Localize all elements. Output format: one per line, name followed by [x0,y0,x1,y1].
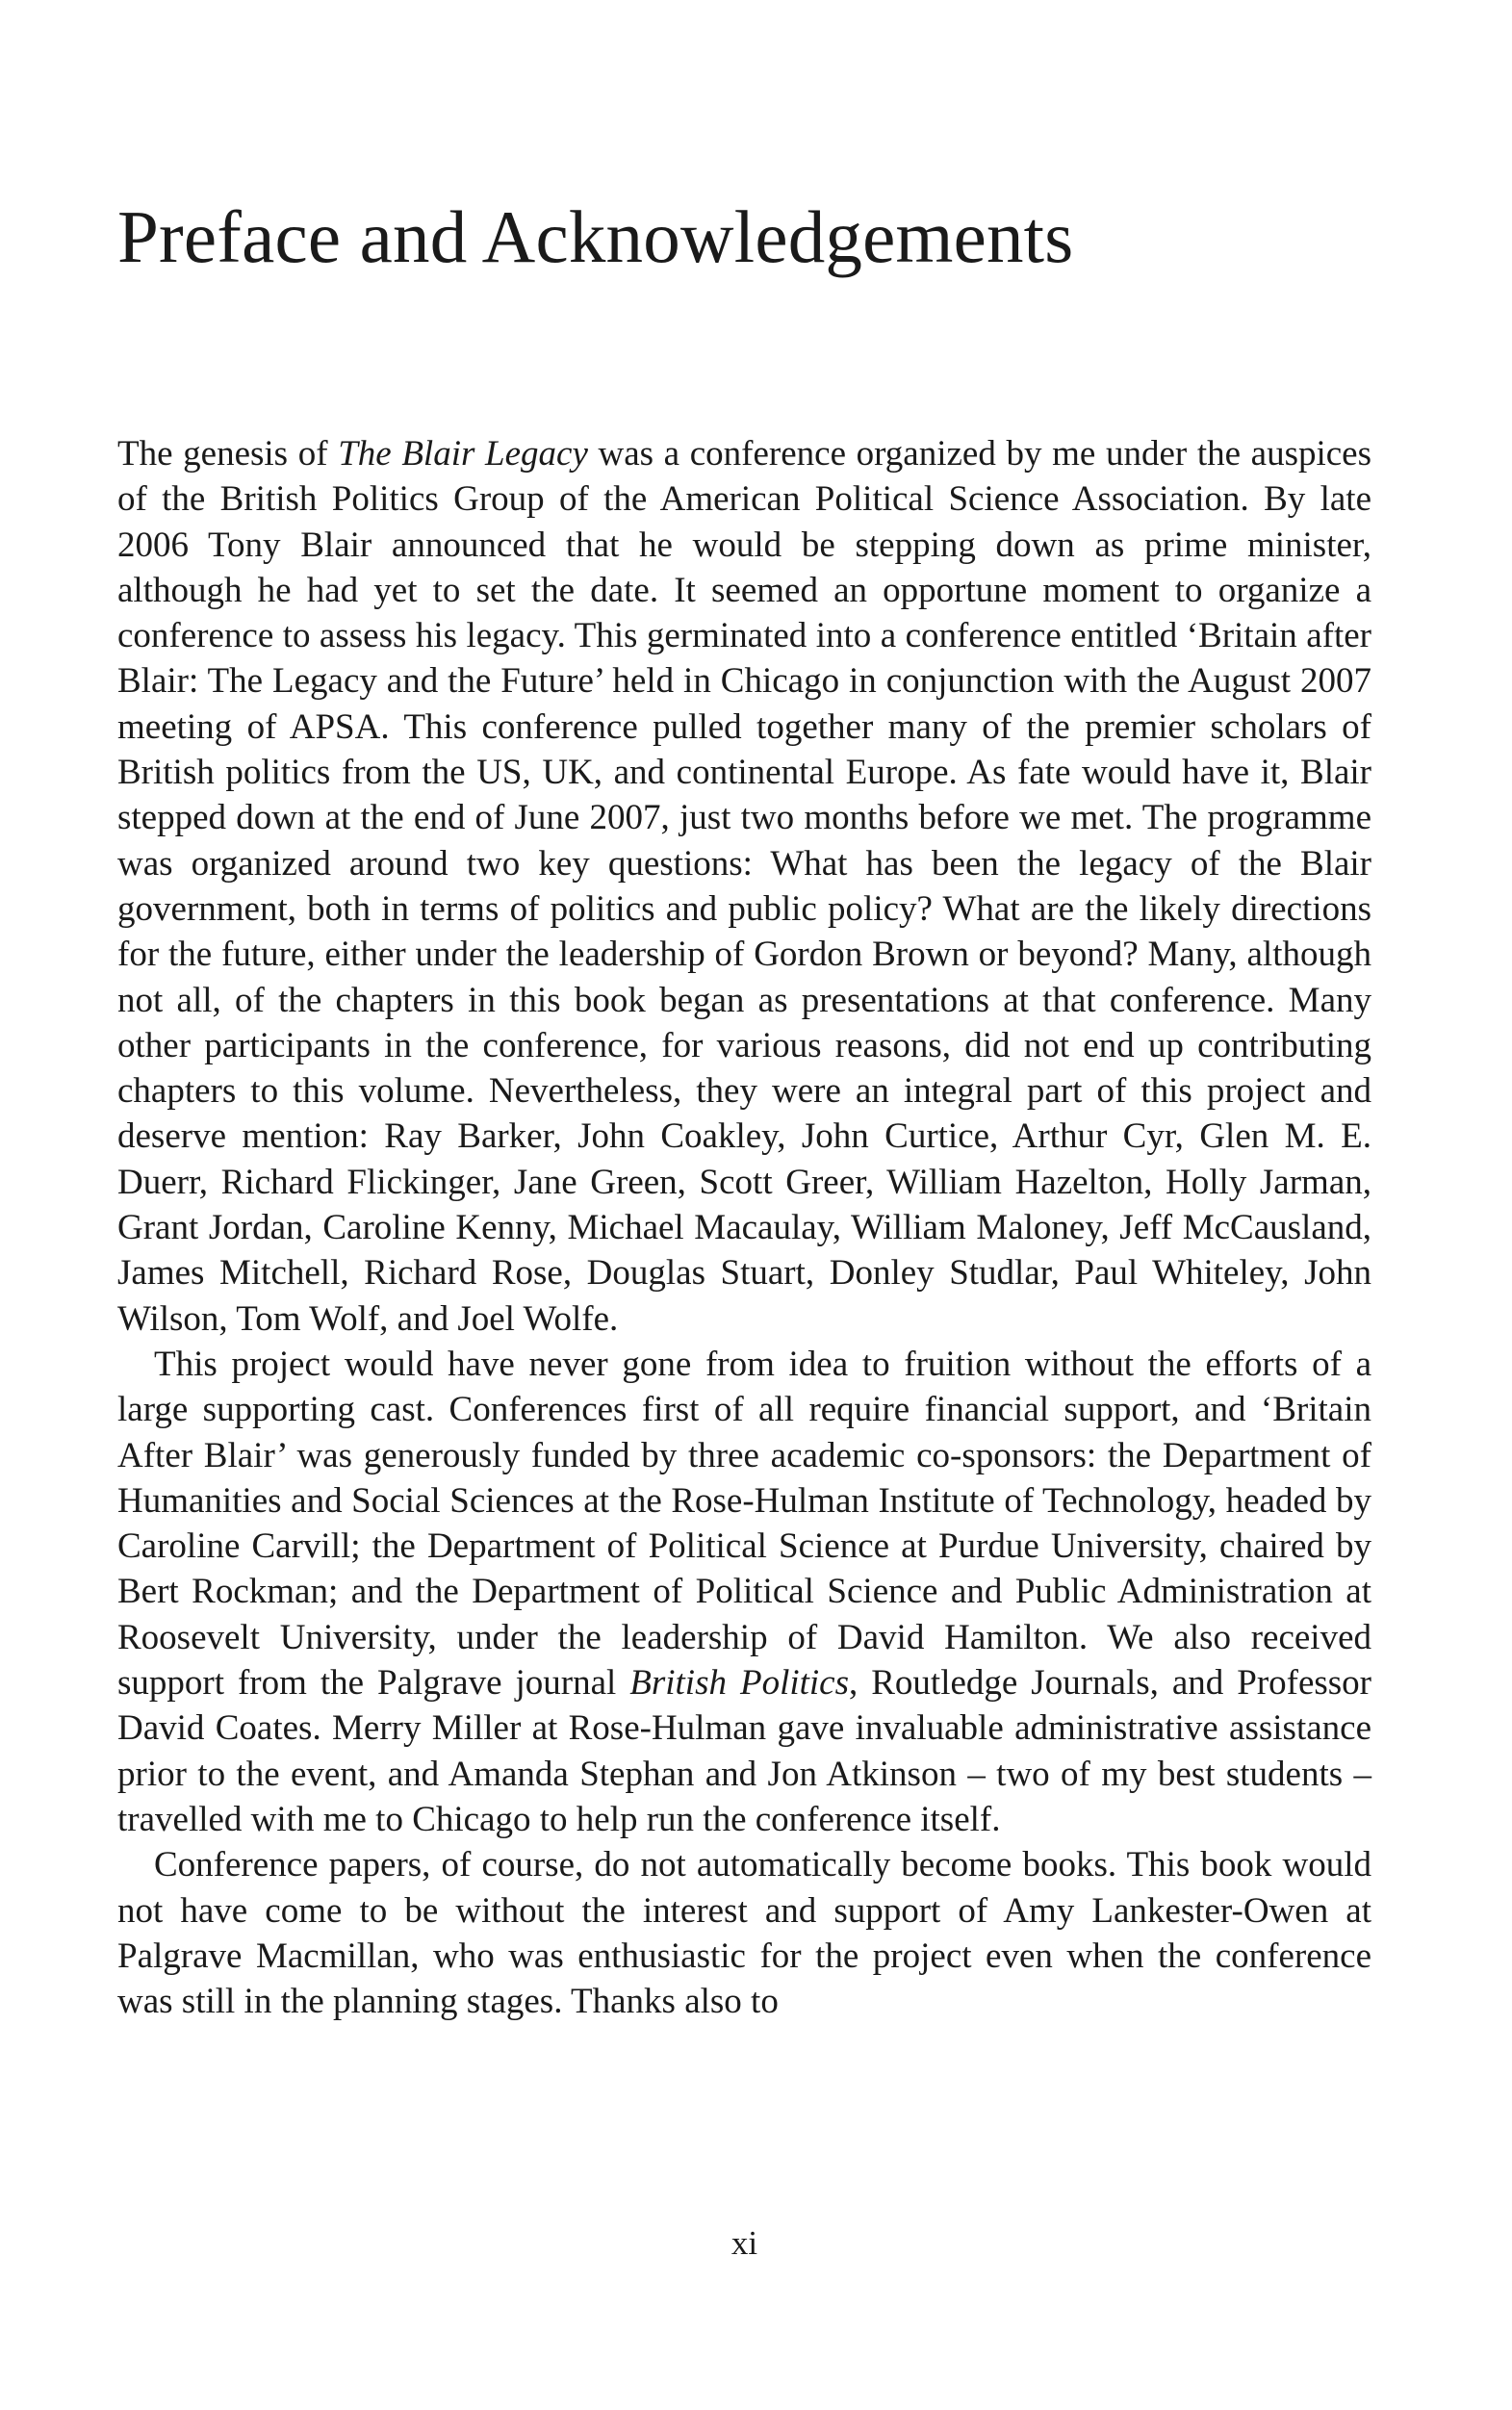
journal-title-italic: British Politics [629,1663,850,1704]
paragraph-1-text: was a conference organized by me under the auspices of the British Politics Group of the American Political Science Association. By late 2006 Tony Blair announced that he would be stepping down as prime minister, although he had yet to set the date. It seemed an opportune moment to organize a conference to assess his legacy. This germinated into a conference entitled ‘Britain after Blair: The Legacy and the Future’ held in Chicago in conjunction with the August 2007 meeting of APSA. This conference pulled together many of the premier scholars of British politics from the US, UK, and continental Europe. As fate would have it, Blair stepped down at the end of June 2007, just two months before we met. The programme was organized around two key questions: What has been the legacy of the Blair government, both in terms of politics and public policy? What are the likely directions for the future, either under the leadership of Gordon Brown or beyond? Many, although not all, of the chapters in this book began as presentations at that conference. Many other participants in the conference, for various reasons, did not end up contributing chapters to this volume. Nevertheless, they were an integral part of this project and deserve mention: Ray Barker, John Coakley, John Curtice, Arthur Cyr, Glen M. E. Duerr, Richard Flickinger, Jane Green, Scott Greer, William Hazelton, Holly Jarman, Grant Jordan, Caroline Kenny, Michael Macaulay, William Maloney, Jeff McCausland, James Mitchell, Richard Rose, Douglas Stuart, Donley Studlar, Paul Whiteley, John Wilson, Tom Wolf, and Joel Wolfe. [117,434,1372,1339]
paragraph-2-lead: This project would have never gone from idea to fruition without the efforts of a large supporting cast. Conferences first of all require financial support, and ‘Britain After Blair’ was generously funded by three academic co-sponsors: the Department of Humanities and Social Sciences at the Rose-Hulman Institute of Technology, headed by Caroline Carvill; the Department of Political Science at Purdue University, chaired by Bert Rockman; and the Department of Political Science and Public Administration at Roosevelt University, under the leadership of David Hamilton. We also received support from the Palgrave journal [117,1344,1371,1704]
paragraph-1-lead: The genesis of [117,434,339,474]
paragraph-3 [117,1842,1371,2024]
paragraph-3-text: Conference papers, of course, do not automatically become books. This book would not have come to be without the interest and support of Amy Lankester-Owen at Palgrave Macmillan, who was enthusiastic for the project even when the conference was still in the planning stages. Thanks also to [117,1845,1371,2022]
page-number: xi [730,2224,758,2262]
page-title: Preface and Acknowledgements [117,195,1074,278]
book-title-italic: The Blair Legacy [338,434,588,474]
paragraph-1 [117,431,1371,1342]
paragraph-2 [117,1342,1371,1842]
paragraph-2-text: , Routledge Journals, and Professor David Coates. Merry Miller at Rose-Hulman gave invaluable administrative assistance prior to the event, and Amanda Stephan and Jon Atkinson – two of my best students – travelled with me to Chicago to help run the conference itself. [117,1663,1372,1839]
body-text [117,431,1371,2024]
book-page [117,0,1371,2410]
